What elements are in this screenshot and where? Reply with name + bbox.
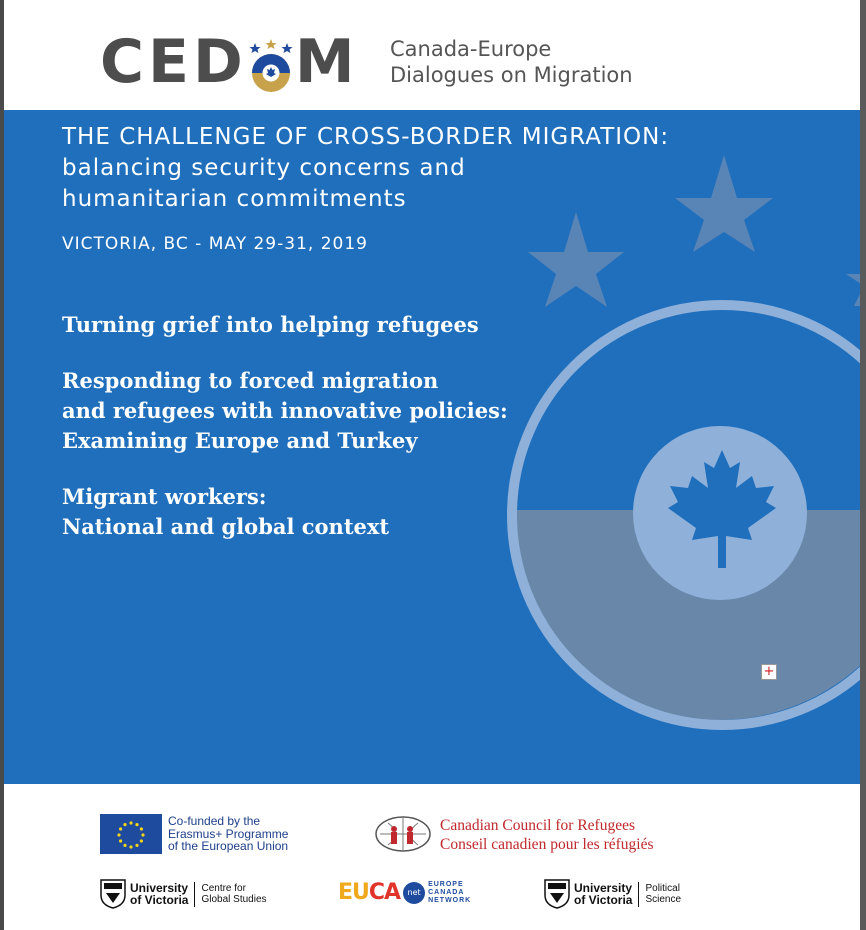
uvic-name-line: of Victoria [130, 893, 189, 907]
euca-sub-line: NETWORK [428, 896, 472, 904]
ccr-name-fr: Conseil canadien pour les réfugiés [440, 836, 654, 853]
uvic-name [574, 882, 639, 907]
uvic-global-studies-logo [100, 878, 267, 910]
uvic-crest-icon [544, 879, 570, 909]
title-line2: balancing security concerns and [62, 155, 466, 181]
uvic-unit-line: Science [645, 894, 682, 905]
uvic-name-line: University [130, 880, 189, 895]
uvic-name-line: of Victoria [574, 893, 633, 907]
euca-sub-line: EUROPE [428, 880, 464, 888]
uvic-unit [645, 883, 681, 905]
topic-line: Responding to forced migration [62, 368, 439, 393]
logo-subtitle-line1: Canada-Europe [390, 37, 552, 61]
logo-letter-e: E [148, 27, 194, 97]
star-icon [528, 212, 624, 307]
eu-text-line: Erasmus+ Programme [168, 826, 289, 841]
eu-flag-icon [100, 814, 162, 854]
euca-network-logo [338, 880, 471, 905]
star-icon [846, 242, 860, 306]
ccr-name-en: Canadian Council for Refugees [440, 817, 635, 834]
euca-subtitle [428, 881, 471, 905]
cover-panel [4, 110, 860, 784]
logo-letter-m: M [294, 27, 359, 97]
logo-subtitle-line2: Dialogues on Migration [390, 63, 633, 87]
uvic-name [130, 882, 195, 907]
euca-net-badge: net [403, 882, 425, 904]
euca-ca: CA [368, 880, 401, 905]
main-title [62, 122, 669, 215]
topic-line: Examining Europe and Turkey [62, 428, 418, 453]
topic-item [62, 482, 508, 542]
title-line3: humanitarian commitments [62, 186, 407, 212]
eu-text-line: Co-funded by the [168, 814, 261, 828]
star-icon [675, 155, 773, 252]
topic-item [62, 366, 508, 456]
topic-line: Migrant workers: [62, 484, 267, 509]
uvic-unit-line: Centre for [201, 883, 246, 894]
euca-sub-line: CANADA [428, 888, 465, 896]
euca-eu: EU [338, 880, 369, 905]
cedom-o-maple-icon [249, 39, 293, 93]
uvic-crest-icon [100, 879, 126, 909]
topic-line: National and global context [62, 514, 390, 539]
ccr-name [440, 816, 654, 854]
logo-letter-c: C [100, 27, 149, 97]
cedom-logo [100, 27, 359, 97]
eu-text-line: of the European Union [168, 839, 289, 853]
uvic-unit [201, 883, 266, 905]
logo-subtitle [390, 36, 633, 88]
topic-line: Turning grief into helping refugees [62, 312, 479, 337]
document-page [4, 0, 860, 930]
event-date: VICTORIA, BC - MAY 29-31, 2019 [62, 234, 368, 254]
ccr-logo-icon [374, 814, 432, 854]
erasmus-cofunded-text [168, 815, 288, 853]
topic-item [62, 310, 508, 340]
topics-list [62, 310, 508, 568]
uvic-unit-line: Political [645, 883, 680, 894]
title-line1: THE CHALLENGE OF CROSS-BORDER MIGRATION: [62, 124, 670, 150]
uvic-unit-line: Global Studies [201, 894, 267, 905]
expand-plus-button[interactable]: + [761, 664, 777, 680]
topic-line: and refugees with innovative policies: [62, 398, 508, 423]
uvic-political-science-logo [544, 878, 681, 910]
logo-letter-d: D [193, 27, 247, 97]
euca-wordmark [338, 880, 400, 905]
viewer-edge [860, 0, 866, 930]
uvic-name-line: University [574, 880, 633, 895]
